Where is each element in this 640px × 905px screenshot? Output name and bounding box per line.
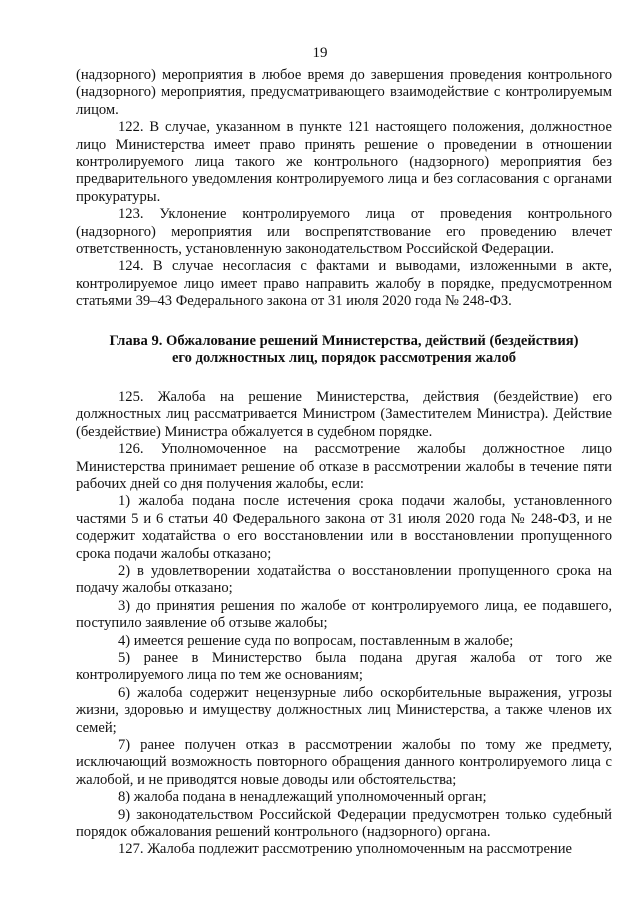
paragraph-124: 124. В случае несогласия с фактами и выводами, изложенными в акте, контролируемое лицо имеет право направить жалобу в порядке, предусмотренном статьями 39–43 Федерального закона от 31 июля 2020 года № 248-ФЗ. [76,258,612,310]
list-item-4: 4) имеется решение суда по вопросам, поставленным в жалобе; [118,632,514,649]
list-item-5: 5) ранее в Министерство была подана другая жалоба от того же контролируемого лица по тем же основаниям; [76,649,612,684]
chapter-heading [76,333,612,368]
paragraph-continuation: (надзорного) мероприятия в любое время до завершения проведения контрольного (надзорного) мероприятия, предусматривающего взаимодействие с контролируемым лицом. [76,67,612,118]
chapter-heading-line-1: Глава 9. Обжалование решений Министерства, действий (бездействия) [109,332,579,349]
paragraph-125: 125. Жалоба на решение Министерства, действия (бездействие) его должностных лиц рассматривается Министром (Заместителем Министра). Действие (бездействие) Министра обжалуется в судебном порядке. [76,388,612,440]
list-item-6: 6) жалоба содержит нецензурные либо оскорбительные выражения, угрозы жизни, здоровью и имуществу должностных лиц Министерства, а также членов их семей; [76,684,612,736]
list-item-2: 2) в удовлетворении ходатайства о восстановлении пропущенного срока на подачу жалобы отказано; [76,562,612,597]
document-body [76,67,612,859]
page-number: 19 [312,45,328,61]
chapter-heading-line-2: его должностных лиц, порядок рассмотрения жалоб [171,350,517,367]
list-item-8: 8) жалоба подана в ненадлежащий уполномоченный орган; [118,789,487,806]
list-item-7: 7) ранее получен отказ в рассмотрении жалобы по тому же предмету, исключающий возможность повторного обращения данного контролируемого лица с жалобой, и не приводятся новые доводы или обстоятельства; [76,737,612,788]
paragraph-127: 127. Жалоба подлежит рассмотрению уполномоченным на рассмотрение [118,841,573,858]
list-item-1: 1) жалоба подана после истечения срока подачи жалобы, установленного частями 5 и 6 статьи 40 Федерального закона от 31 июля 2020 года № 248-ФЗ, и не содержит ходатайства о его восстановлении или в восстановлении пропущенного срока подачи жалобы отказано; [76,493,612,562]
list-item-3: 3) до принятия решения по жалобе от контролируемого лица, ее подавшего, поступило заявление об отзыве жалобы; [76,597,612,632]
paragraph-123: 123. Уклонение контролируемого лица от проведения контрольного (надзорного) мероприятия или воспрепятствование его проведению влечет ответственность, установленную законодательством Российской Федерации. [76,206,612,258]
paragraph-122: 122. В случае, указанном в пункте 121 настоящего положения, должностное лицо Министерства имеет право принять решение о проведении в отношении контролируемого лица такого же контрольного (надзорного) мероприятия без предварительного уведомления контролируемого лица и без согласования с органами прокуратуры. [76,119,612,205]
paragraph-126: 126. Уполномоченное на рассмотрение жалобы должностное лицо Министерства принимает решение об отказе в рассмотрении жалобы в течение пяти рабочих дней со дня получения жалобы, если: [76,441,612,492]
list-item-9: 9) законодательством Российской Федерации предусмотрен только судебный порядок обжалования решений контрольного (надзорного) органа. [76,806,612,841]
